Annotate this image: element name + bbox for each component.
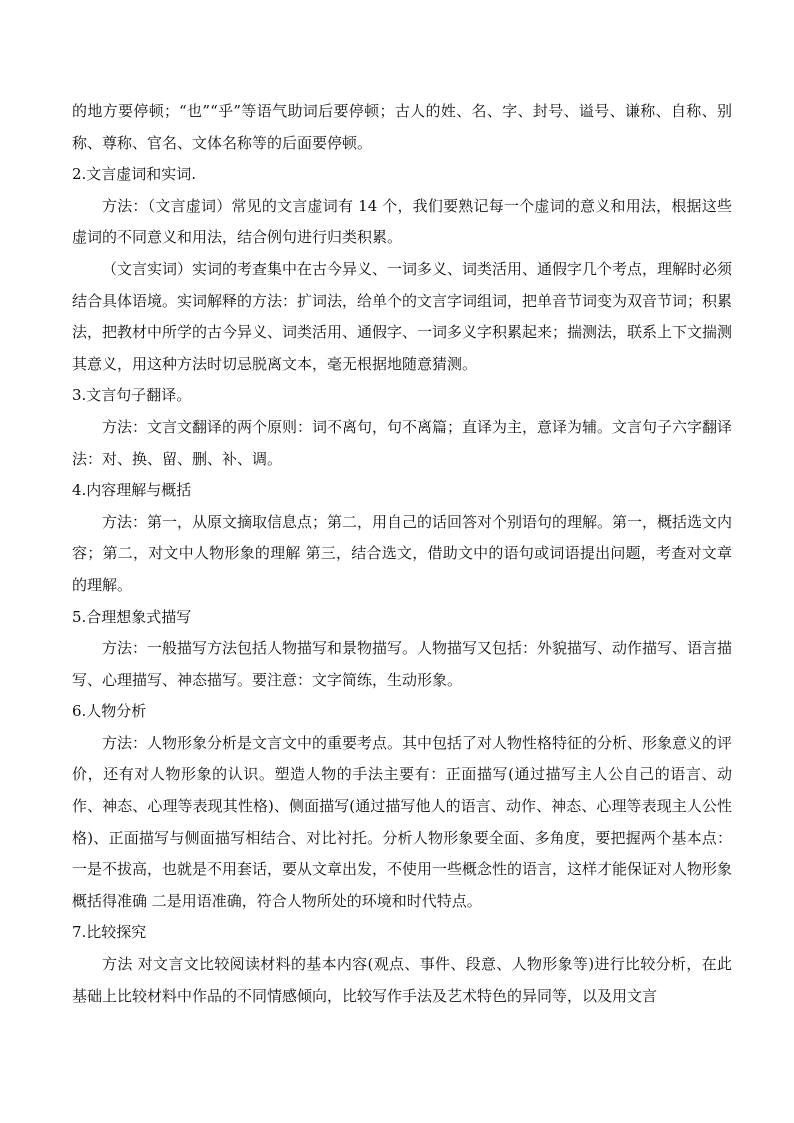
section-2-paragraph-2: （文言实词）实词的考查集中在古今异义、一词多义、词类活用、通假字几个考点，理解时必须结合具体语境。实词解释的方法：扩词法，给单个的文言字词组词，把单音节词变为双音节词；积累法，把教材中所学的古今异义、词类活用、通假字、一词多义字积累起来；揣测法，联系上下文揣测其意义，用这种方法时切忌脱离文本，毫无根据地随意猜测。 (72, 259, 733, 373)
section-6-paragraph-1: 方法：人物形象分析是文言文中的重要考点。其中包括了对人物性格特征的分析、形象意义的评价，还有对人物形象的认识。塑造人物的手法主要有：正面描写(通过描写主人公自己的语言、动作、神态、心理等表现其性格)、侧面描写(通过描写他人的语言、动作、神态、心理等表现主人公性格)、正面描写与侧面描写相结合、对比衬托。分析人物形象要全面、多角度，要把握两个基本点：一是不拔高，也就是不用套话，要从文章出发，不使用一些概念性的语言，这样才能保证对人物形象概括得准确 二是用语准确，符合人物所处的环境和时代特点。 (72, 733, 733, 910)
section-heading-3: 3.文言句子翻译。 (72, 386, 192, 405)
section-heading-2: 2.文言虚词和实词. (72, 165, 197, 184)
section-4-paragraph-1: 方法：第一，从原文摘取信息点；第二，用自己的话回答对个别语句的理解。第一，概括选文内容；第二，对文中人物形象的理解 第三，结合选文，借助文中的语句或词语提出问题，考查对文章的理解。 (72, 512, 733, 594)
section-5-paragraph-1: 方法：一般描写方法包括人物描写和景物描写。人物描写又包括：外貌描写、动作描写、语言描写、心理描写、神态描写。要注意：文字简练，生动形象。 (72, 639, 733, 689)
section-heading-7: 7.比较探究 (72, 923, 147, 942)
section-heading-5: 5.合理想象式描写 (72, 607, 192, 626)
section-7-paragraph-1: 方法 对文言文比较阅读材料的基本内容(观点、事件、段意、人物形象等)进行比较分析，在此基础上比较材料中作品的不同情感倾向，比较写作手法及艺术特色的异同等，以及用文言 (72, 955, 732, 1005)
section-2-paragraph-1: 方法：（文言虚词）常见的文言虚词有 14 个，我们要熟记每一个虚词的意义和用法，根据这些虚词的不同意义和用法，结合例句进行归类积累。 (72, 196, 732, 247)
document-body (72, 96, 732, 1012)
section-heading-6: 6.人物分析 (72, 702, 147, 721)
intro-paragraph: 的地方要停顿；“也”“乎”等语气助词后要停顿；古人的姓、名、字、封号、谥号、谦称、自称、别称、尊称、官名、文体名称等的后面要停顿。 (72, 102, 732, 152)
section-heading-4: 4.内容理解与概括 (72, 481, 192, 500)
section-3-paragraph-1: 方法：文言文翻译的两个原则：词不离句，句不离篇；直译为主，意译为辅。文言句子六字翻译法：对、换、留、删、补、调。 (72, 417, 733, 468)
